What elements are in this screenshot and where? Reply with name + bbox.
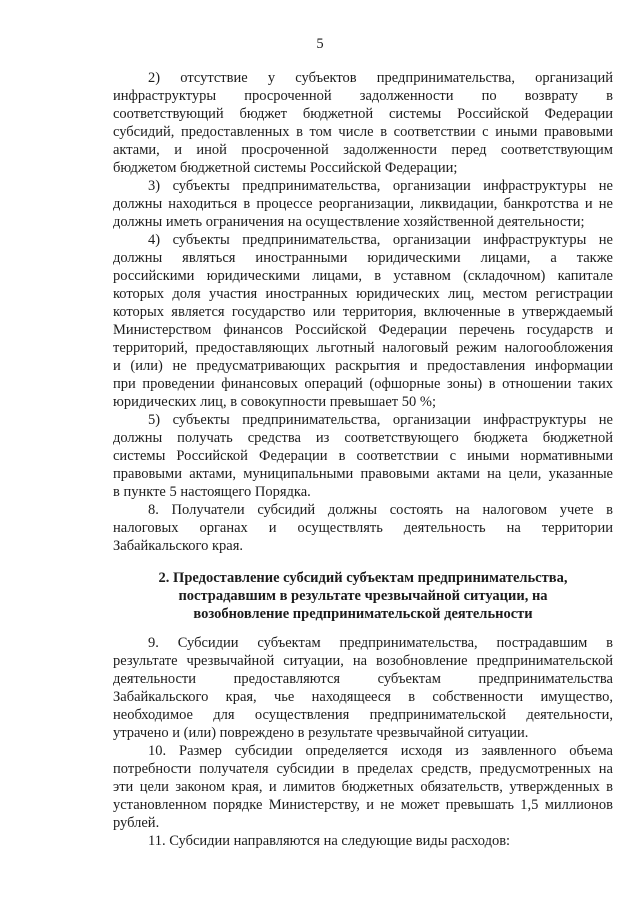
section-heading-line-3: возобновление предпринимательской деятельности [193, 606, 533, 622]
item-5-line-3: системы Российской Федерации в соответствии с иными нормативными [113, 448, 613, 464]
page-number: 5 [316, 36, 324, 52]
section-heading-line-2: пострадавшим в результате чрезвычайной ситуации, на [178, 588, 548, 604]
item-8-line-3: Забайкальского края. [113, 538, 243, 554]
para-9-line-5: необходимое для осуществления предпринимательской деятельности, [113, 707, 613, 723]
para-9-line-4: Забайкальского края, чье находящееся в собственности имущество, [113, 689, 613, 705]
item-4-line-10: юридических лиц, в совокупности превышает 50 %; [113, 394, 436, 410]
para-11-line-1: 11. Субсидии направляются на следующие виды расходов: [148, 833, 511, 849]
item-4-line-5: которых является государство или территория, включенные в утверждаемый [113, 304, 613, 320]
item-8-line-1: 8. Получатели субсидий должны состоять на налоговом учете в [148, 502, 613, 518]
item-4-line-4: которых доля участия иностранных юридических лиц, местом регистрации [113, 286, 613, 302]
item-3-line-2: должны находиться в процессе реорганизации, ликвидации, банкротства и не [113, 196, 613, 212]
item-2-line-6: бюджетом бюджетной системы Российской Федерации; [113, 160, 458, 176]
item-5-line-5: в пункте 5 настоящего Порядка. [113, 484, 311, 500]
item-2-line-4: субсидий, предоставленных в том числе в соответствии с иными правовыми [113, 124, 613, 140]
item-4-line-8: и (или) не предусматривающих раскрытия и предоставления информации [113, 358, 613, 374]
item-4-line-6: Министерством финансов Российской Федерации перечень государств и [113, 322, 613, 338]
item-5-line-1: 5) субъекты предпринимательства, организации инфраструктуры не [148, 412, 613, 428]
para-10-line-4: установленном порядке Министерству, и не может превышать 1,5 миллионов [113, 797, 613, 813]
item-4-line-2: должны являться иностранными юридическими лицами, а также [113, 250, 613, 266]
item-5-line-4: правовыми актами, муниципальными правовыми актами на цели, указанные [113, 466, 613, 482]
item-2-line-2: инфраструктуры просроченной задолженности по возврату в [113, 88, 613, 104]
section-heading-line-1: 2. Предоставление субсидий субъектам предпринимательства, [158, 570, 568, 586]
item-2-line-3: соответствующий бюджет бюджетной системы Российской Федерации [113, 106, 613, 122]
para-9-line-6: утрачено и (или) повреждено в результате чрезвычайной ситуации. [113, 725, 529, 741]
para-10-line-5: рублей. [113, 815, 160, 831]
item-5-line-2: должны получать средства из соответствующего бюджета бюджетной [113, 430, 613, 446]
para-9-line-3: деятельности предоставляются субъектам предпринимательства [113, 671, 613, 687]
para-10-line-2: потребности получателя субсидии в пределах средств, предусмотренных на [113, 761, 613, 777]
item-3-line-3: должны иметь ограничения на осуществление хозяйственной деятельности; [113, 214, 585, 230]
para-10-line-3: эти цели законом края, и лимитов бюджетных обязательств, утвержденных в [113, 779, 613, 795]
item-3-line-1: 3) субъекты предпринимательства, организации инфраструктуры не [148, 178, 613, 194]
para-9-line-2: результате чрезвычайной ситуации, на возобновление предпринимательской [113, 653, 613, 669]
para-10-line-1: 10. Размер субсидии определяется исходя из заявленного объема [148, 743, 613, 759]
item-4-line-7: территорий, предоставляющих льготный налоговый режим налогообложения [113, 340, 613, 356]
item-4-line-9: при проведении финансовых операций (офшорные зоны) в отношении таких [113, 376, 613, 392]
item-2-line-1: 2) отсутствие у субъектов предпринимательства, организаций [148, 70, 613, 86]
item-4-line-1: 4) субъекты предпринимательства, организации инфраструктуры не [148, 232, 613, 248]
para-9-line-1: 9. Субсидии субъектам предпринимательства, пострадавшим в [148, 635, 613, 651]
item-4-line-3: российскими юридическими лицами, в уставном (складочном) капитале [113, 268, 613, 284]
item-2-line-5: актами, и иной просроченной задолженности перед соответствующим [113, 142, 613, 158]
item-8-line-2: налоговых органах и осуществлять деятельность на территории [113, 520, 613, 536]
